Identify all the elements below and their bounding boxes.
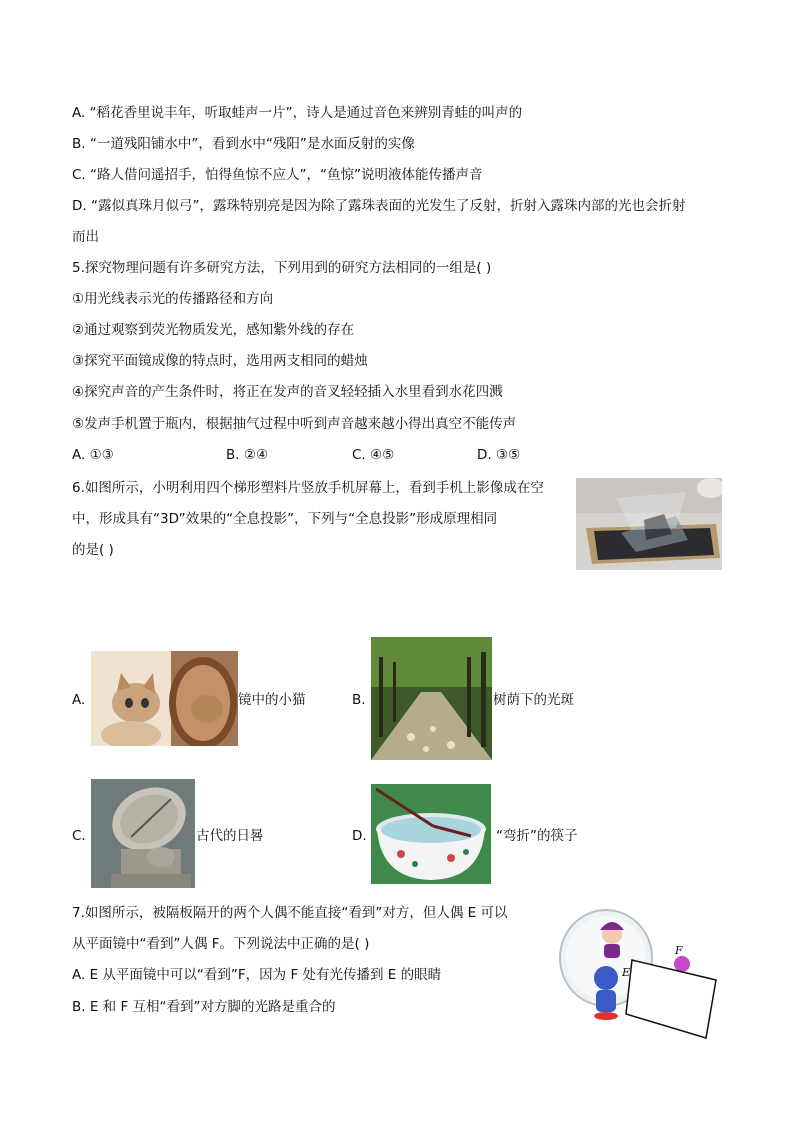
q5-item-2: ②通过观察到荧光物质发光，感知紫外线的存在 [72, 322, 355, 338]
q6-option-d-letter: D. [352, 828, 367, 844]
bent-chopsticks-photo [371, 784, 491, 884]
q6-option-a-caption: 镜中的小猫 [238, 692, 306, 708]
q5-option-c: C. ④⑤ [352, 447, 395, 463]
q6-stem-line1: 6.如图所示，小明利用四个梯形塑料片竖放手机屏幕上，看到手机上影像成在空 [72, 480, 544, 496]
q6-option-c-letter: C. [72, 828, 86, 844]
q5-item-5: ⑤发声手机置于瓶内，根据抽气过程中听到声音越来越小得出真空不能传声 [72, 416, 517, 432]
cat-mirror-photo [91, 651, 238, 746]
q6-option-c-caption: 古代的日晷 [196, 828, 264, 844]
q4-option-a: A. “稻花香里说丰年，听取蛙声一片”，诗人是通过音色来辨别青蛙的叫声的 [72, 105, 523, 121]
q4-option-d-continued: 而出 [72, 229, 99, 245]
q5-option-b: B. ②④ [226, 447, 269, 463]
q5-option-d: D. ③⑤ [477, 447, 521, 463]
q5-item-3: ③探究平面镜成像的特点时，选用两支相同的蜡烛 [72, 353, 368, 369]
q6-stem-line2: 中，形成具有“3D”效果的“全息投影”，下列与“全息投影”形成原理相同 [72, 511, 498, 527]
q7-option-a: A. E 从平面镜中可以“看到”F，因为 F 处有光传播到 E 的眼睛 [72, 967, 442, 983]
q5-item-4: ④探究声音的产生条件时，将正在发声的音叉轻轻插入水里看到水花四溅 [72, 384, 503, 400]
q4-option-b: B. “一道残阳铺水中”，看到水中“残阳”是水面反射的实像 [72, 136, 415, 152]
q4-option-d: D. “露似真珠月似弓”，露珠特别亮是因为除了露珠表面的光发生了反射，折射入露珠内部的光也会折射 [72, 198, 686, 214]
sundial-photo [91, 779, 195, 888]
q5-stem: 5.探究物理问题有许多研究方法，下列用到的研究方法相同的一组是( ) [72, 260, 492, 276]
q7-option-b: B. E 和 F 互相“看到”对方脚的光路是重合的 [72, 999, 336, 1015]
mirror-dolls-figure [556, 906, 722, 1044]
q6-option-b-caption: 树荫下的光斑 [493, 692, 574, 708]
hologram-phone-photo [576, 478, 722, 570]
doll-f-label: F [675, 944, 683, 957]
q4-option-c: C. “路人借问遥招手，怕得鱼惊不应人”，“鱼惊”说明液体能传播声音 [72, 167, 483, 183]
tree-shade-photo [371, 637, 492, 760]
q7-stem-line1: 7.如图所示，被隔板隔开的两个人偶不能直接“看到”对方，但人偶 E 可以 [72, 905, 508, 921]
q6-stem-line3: 的是( ) [72, 542, 114, 558]
q5-item-1: ①用光线表示光的传播路径和方向 [72, 291, 274, 307]
doll-e-label: E [622, 966, 631, 979]
q7-stem-line2: 从平面镜中“看到”人偶 F。下列说法中正确的是( ) [72, 936, 370, 952]
q6-option-a-letter: A. [72, 692, 86, 708]
q6-option-d-caption: “弯折”的筷子 [496, 828, 578, 844]
q5-option-a: A. ①③ [72, 447, 114, 463]
q6-option-b-letter: B. [352, 692, 366, 708]
